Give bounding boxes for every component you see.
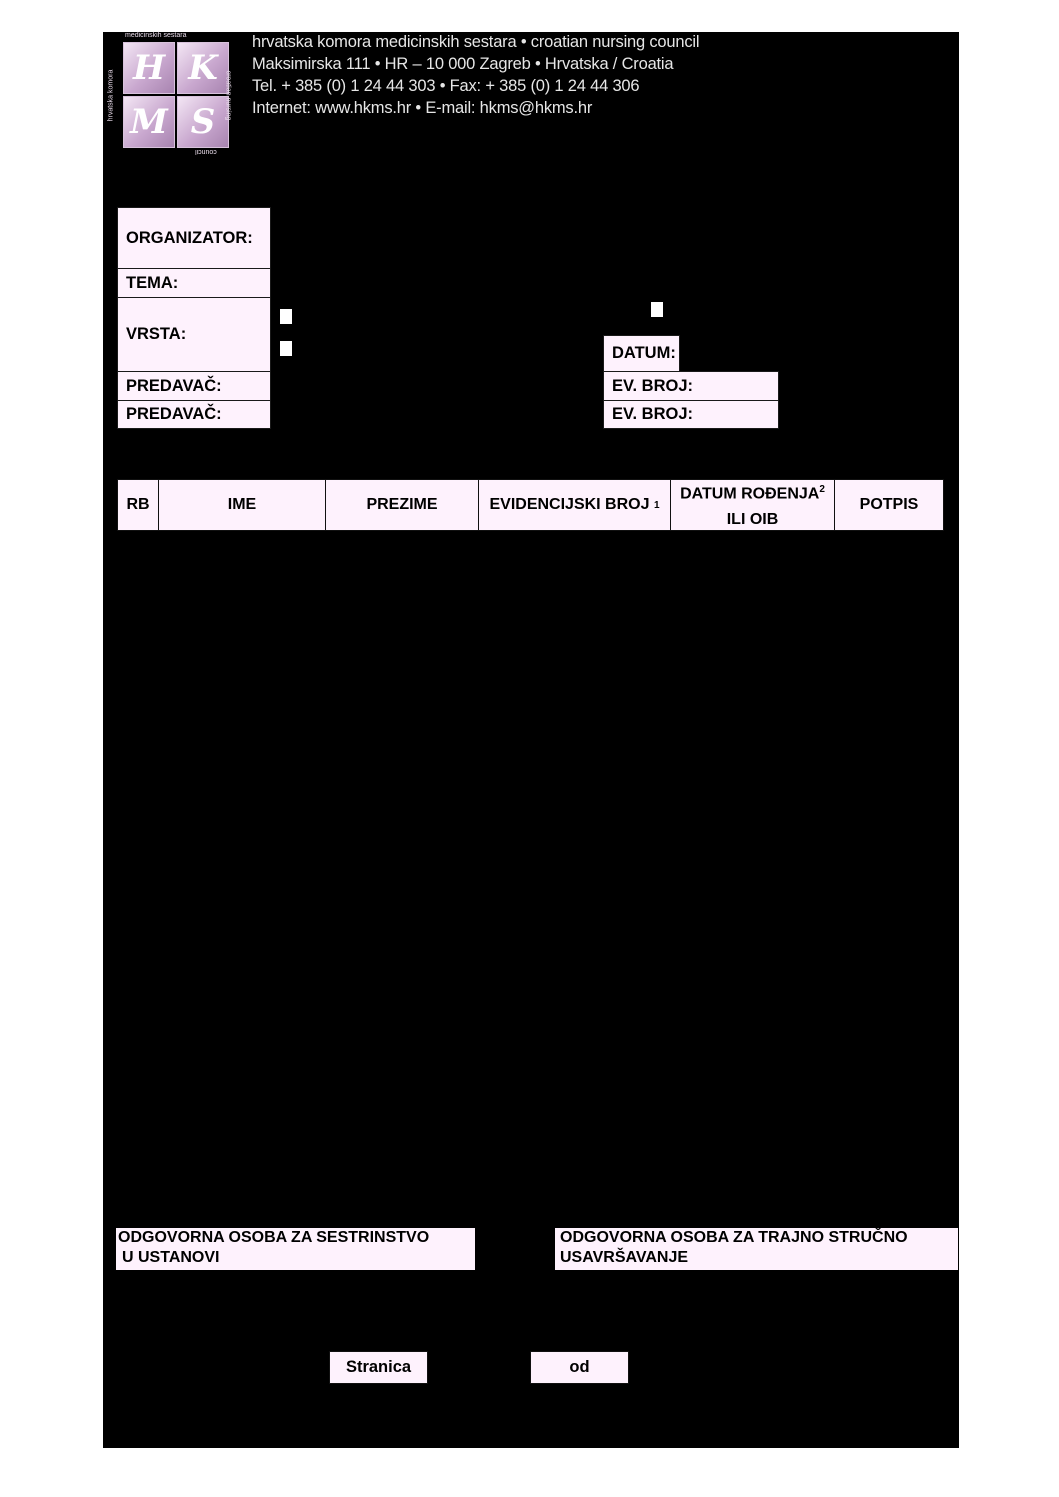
col-evidencijski-label: EVIDENCIJSKI BROJ — [489, 496, 650, 513]
responsible-education-line-2: USAVRŠAVANJE — [560, 1249, 689, 1266]
predavac-label-1: PREDAVAČ: — [117, 371, 271, 401]
responsible-nursing-line-1: ODGOVORNA OSOBA ZA SESTRINSTVO — [118, 1229, 430, 1246]
logo-letter-k: K — [177, 42, 229, 94]
logo-letter-s: S — [177, 96, 229, 148]
evbroj-label-1: EV. BROJ: — [603, 371, 779, 401]
hkms-logo — [107, 32, 243, 162]
header-line-3: Tel. + 385 (0) 1 24 44 303 • Fax: + 385 (0) 1 24 44 306 — [252, 77, 640, 95]
page-od-label: od — [530, 1351, 629, 1384]
responsible-nursing-line-2: U USTANOVI — [122, 1249, 220, 1266]
header-line-1: hrvatska komora medicinskih sestara • croatian nursing council — [252, 33, 700, 51]
col-potpis: POTPIS — [834, 479, 944, 531]
predavac-label-2: PREDAVAČ: — [117, 400, 271, 429]
logo-text-left: hrvatska komora — [107, 69, 115, 122]
col-datum-label: DATUM ROĐENJA — [680, 485, 820, 503]
col-ime: IME — [158, 479, 326, 531]
vrsta-checkbox-3[interactable] — [651, 302, 663, 317]
vrsta-checkbox-1[interactable] — [280, 309, 292, 324]
footnote-2-marker: 2 — [819, 483, 825, 495]
responsible-education-label — [555, 1228, 958, 1270]
col-datum-line-2: ILI OIB — [726, 511, 779, 529]
col-rb: RB — [117, 479, 159, 531]
responsible-education-line-1: ODGOVORNA OSOBA ZA TRAJNO STRUČNO — [560, 1229, 908, 1246]
vrsta-label: VRSTA: — [117, 297, 271, 372]
col-datum-line-1 — [680, 477, 825, 507]
vrsta-checkbox-2[interactable] — [280, 341, 292, 356]
col-evidencijski-broj — [478, 479, 671, 531]
header-line-2: Maksimirska 111 • HR – 10 000 Zagreb • Hrvatska / Croatia — [252, 55, 674, 73]
evbroj-label-2: EV. BROJ: — [603, 400, 779, 429]
col-datum-rodjenja — [670, 479, 835, 531]
responsible-nursing-label — [116, 1228, 475, 1270]
page-stranica-label: Stranica — [329, 1351, 428, 1384]
header-line-4: Internet: www.hkms.hr • E-mail: hkms@hkms.hr — [252, 99, 593, 117]
logo-text-top: medicinskih sestara — [125, 32, 187, 39]
footnote-1-marker: 1 — [653, 499, 660, 511]
logo-letter-m: M — [123, 96, 175, 148]
col-prezime: PREZIME — [325, 479, 479, 531]
datum-label: DATUM: — [603, 335, 680, 372]
logo-text-bottom: council — [195, 148, 217, 155]
logo-text-right: croatian nursing — [224, 70, 232, 121]
logo-letter-h: H — [123, 42, 175, 94]
organizator-label: ORGANIZATOR: — [117, 207, 271, 269]
tema-label: TEMA: — [117, 268, 271, 298]
